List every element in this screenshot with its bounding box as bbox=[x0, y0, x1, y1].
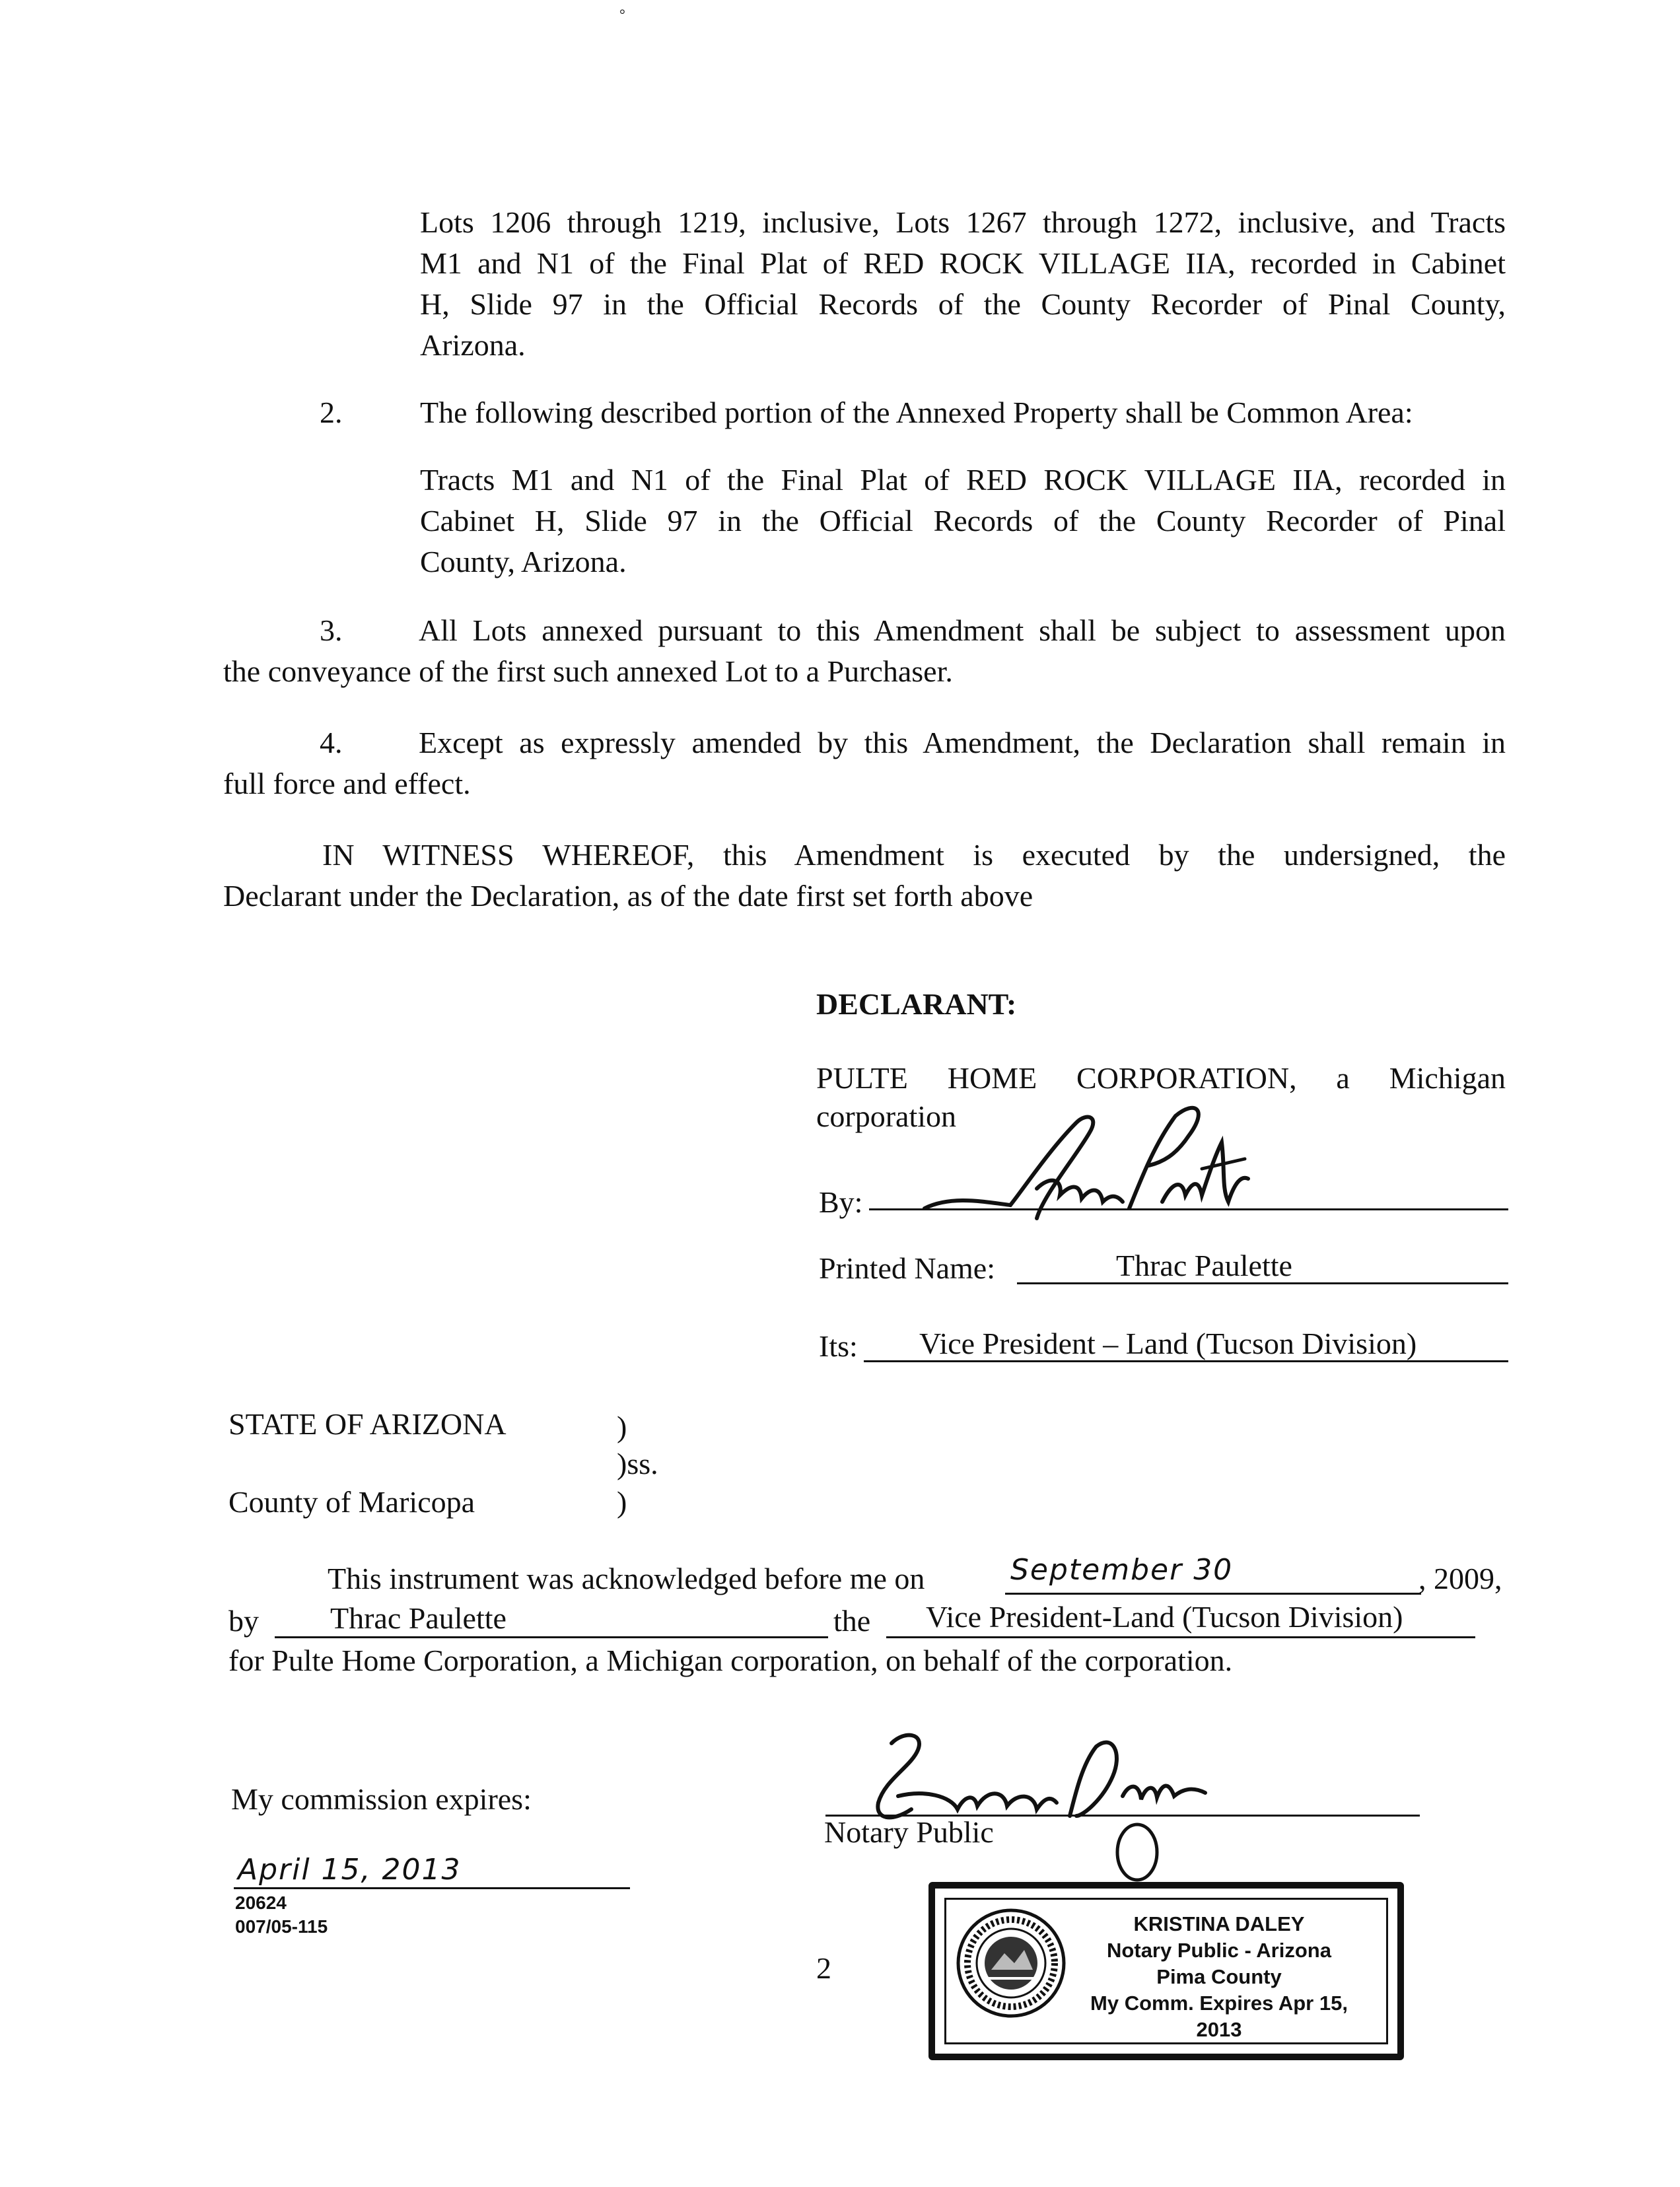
document-reference-1: 20624 bbox=[235, 1892, 287, 1913]
section-2-paragraph bbox=[420, 460, 1506, 582]
arizona-state-seal-icon bbox=[955, 1907, 1067, 2019]
section-2-number: 2. bbox=[320, 396, 343, 429]
its-label: Its: bbox=[819, 1329, 858, 1363]
its-value: Vice President – Land (Tucson Division) bbox=[919, 1327, 1417, 1360]
acknowledgment-title-value: Vice President-Land (Tucson Division) bbox=[926, 1600, 1403, 1634]
paragraph-line: Arizona. bbox=[420, 328, 526, 362]
witness-second-line: Declarant under the Declaration, as of the date first set forth above bbox=[223, 879, 1033, 913]
venue-county: County of Maricopa bbox=[228, 1485, 475, 1519]
section-2-heading: The following described portion of the Annexed Property shall be Common Area: bbox=[420, 396, 1413, 429]
acknowledgment-date-line bbox=[1005, 1593, 1421, 1595]
commission-handwritten-date: April 15, 2013 bbox=[238, 1853, 462, 1887]
paragraph-line: Except as expressly amended by this Amendment, the Declaration shall remain in bbox=[419, 726, 1506, 759]
section-3-second-line: the conveyance of the first such annexed Lot to a Purchaser. bbox=[223, 654, 953, 688]
section-4-second-line: full force and effect. bbox=[223, 767, 471, 800]
notary-stamp bbox=[928, 1882, 1404, 2060]
top-mark: ° bbox=[619, 6, 625, 22]
declarant-heading: DECLARANT: bbox=[816, 987, 1017, 1021]
paragraph-line: All Lots annexed pursuant to this Amendment shall be subject to assessment upon bbox=[419, 613, 1506, 647]
acknowledgment-prefix: This instrument was acknowledged before me on bbox=[328, 1562, 925, 1595]
paragraph-line: County, Arizona. bbox=[420, 545, 627, 578]
paragraph-line: IN WITNESS WHEREOF, this Amendment is executed by the undersigned, the bbox=[322, 838, 1506, 872]
paragraph-line: H, Slide 97 in the Official Records of the County Recorder of Pinal County, bbox=[420, 287, 1506, 321]
witness-first-line bbox=[322, 835, 1506, 876]
acknowledgment-year: , 2009, bbox=[1418, 1562, 1502, 1595]
paragraph-line: Tracts M1 and N1 of the Final Plat of RED ROCK VILLAGE IIA, recorded in bbox=[420, 463, 1506, 497]
declarant-signature bbox=[911, 1096, 1255, 1235]
acknowledgment-by-label: by bbox=[228, 1604, 259, 1638]
printed-name-value: Thrac Paulette bbox=[1116, 1249, 1292, 1282]
stamp-text-block bbox=[1074, 1911, 1364, 2043]
venue-ss: )ss. bbox=[617, 1447, 658, 1480]
venue-state: STATE OF ARIZONA bbox=[228, 1407, 507, 1441]
paragraph-line: Cabinet H, Slide 97 in the Official Records of the County Recorder of Pinal bbox=[420, 504, 1506, 538]
by-label: By: bbox=[819, 1185, 863, 1219]
declarant-company-line-2: corporation bbox=[816, 1099, 957, 1133]
paragraph-line: PULTE HOME CORPORATION, a Michigan bbox=[816, 1061, 1506, 1095]
venue-state-paren: ) bbox=[617, 1410, 627, 1443]
section-4-number: 4. bbox=[320, 726, 343, 759]
acknowledgment-the-label: the bbox=[833, 1604, 871, 1638]
printed-name-label: Printed Name: bbox=[819, 1251, 995, 1285]
stamp-county: Pima County bbox=[1156, 1965, 1282, 1988]
declarant-company-line bbox=[816, 1058, 1506, 1099]
stamp-expiration: My Comm. Expires Apr 15, 2013 bbox=[1090, 1992, 1348, 2041]
paragraph-line: M1 and N1 of the Final Plat of RED ROCK VILLAGE IIA, recorded in Cabinet bbox=[420, 246, 1506, 280]
section-3-first-line bbox=[419, 610, 1506, 651]
stamp-notary-title: Notary Public - Arizona bbox=[1107, 1939, 1331, 1962]
section-3-number: 3. bbox=[320, 613, 343, 647]
commission-line bbox=[234, 1887, 630, 1889]
notary-public-label: Notary Public bbox=[824, 1815, 994, 1849]
acknowledgment-by-value: Thrac Paulette bbox=[330, 1601, 507, 1635]
acknowledgment-handwritten-date: September 30 bbox=[1010, 1553, 1234, 1587]
stamp-notary-name: KRISTINA DALEY bbox=[1133, 1912, 1305, 1935]
notary-signature bbox=[852, 1717, 1222, 1882]
page-number: 2 bbox=[816, 1951, 831, 1985]
venue-county-paren: ) bbox=[617, 1485, 627, 1519]
paragraph-line: Lots 1206 through 1219, inclusive, Lots 1267 through 1272, inclusive, and Tracts bbox=[420, 205, 1506, 239]
document-reference-2: 007/05-115 bbox=[235, 1916, 328, 1937]
commission-label: My commission expires: bbox=[231, 1782, 532, 1816]
section-1-paragraph bbox=[420, 202, 1506, 366]
acknowledgment-line-3: for Pulte Home Corporation, a Michigan corporation, on behalf of the corporation. bbox=[228, 1644, 1233, 1677]
section-4-first-line bbox=[419, 722, 1506, 763]
